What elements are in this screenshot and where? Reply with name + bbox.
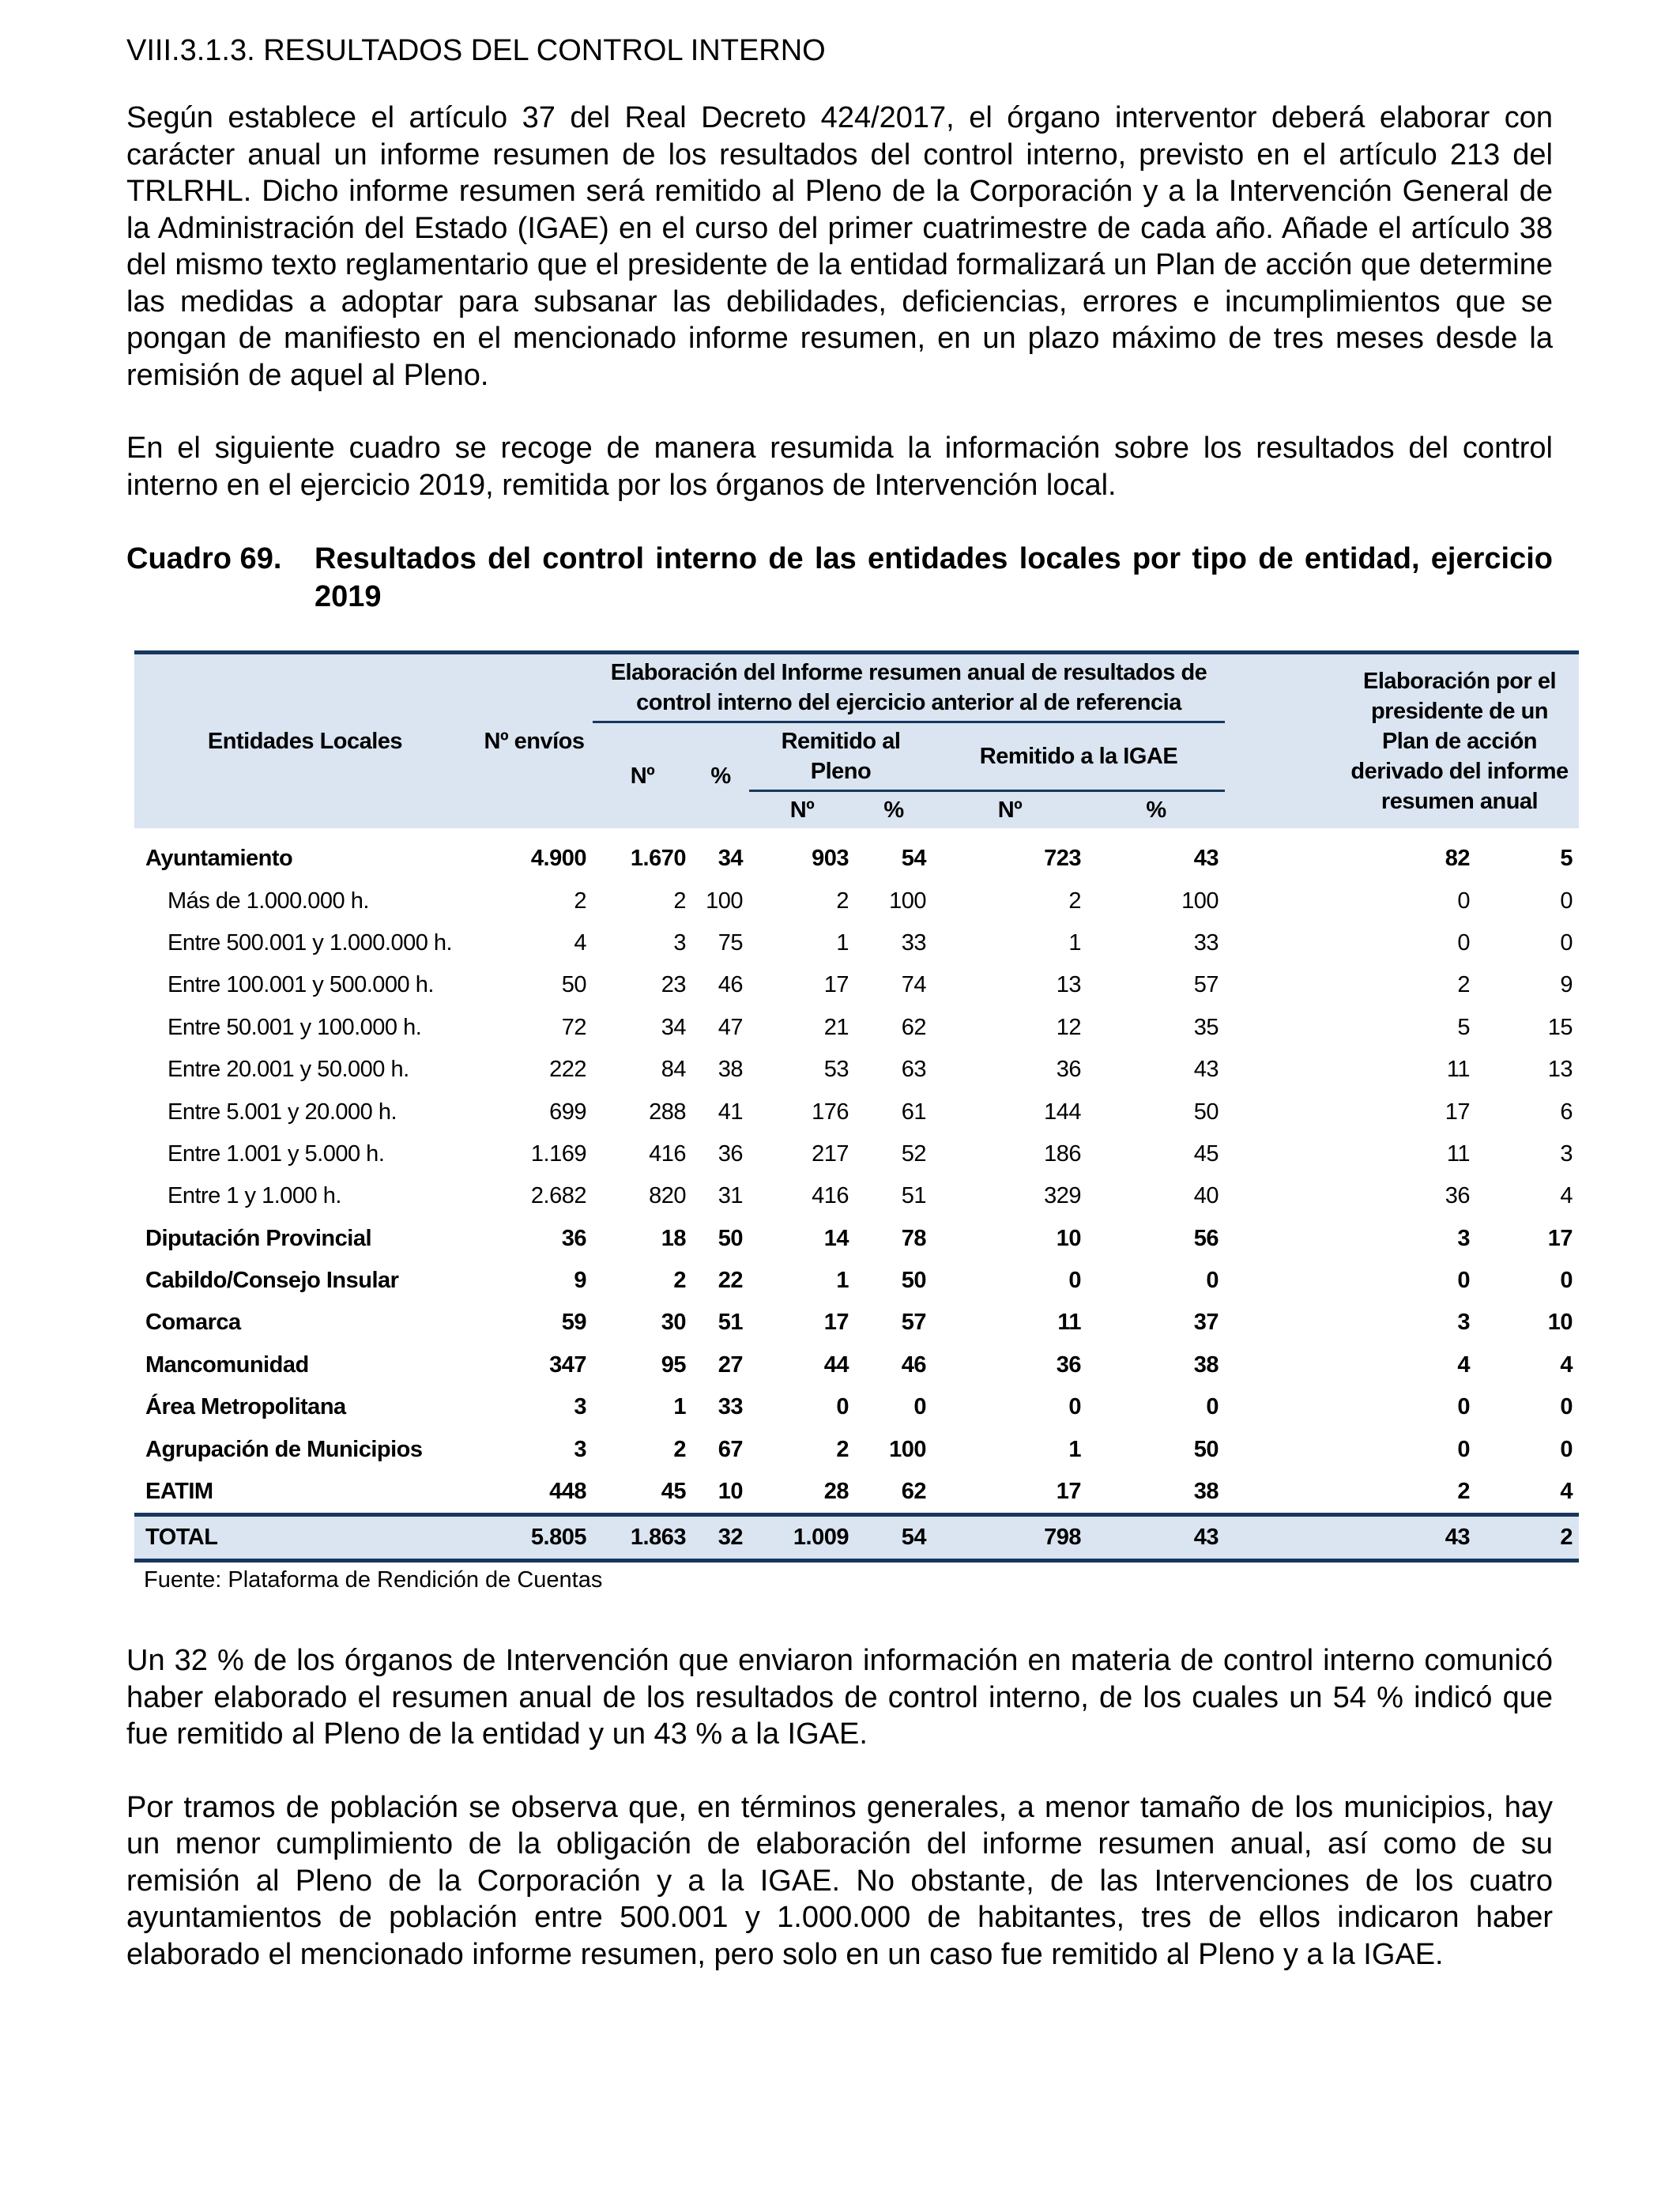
informe-pct-cell: 47 — [718, 1014, 743, 1040]
entity-name-cell: Mancomunidad — [145, 1351, 309, 1378]
envios-cell: 222 — [549, 1057, 586, 1083]
informe-pct-cell: 27 — [718, 1351, 743, 1378]
plan-pct-cell: 5 — [1560, 846, 1573, 872]
table-row — [134, 922, 1579, 964]
spacer-cell — [1225, 1515, 1340, 1561]
pleno-pct-cell: 50 — [901, 1268, 926, 1294]
spacer-cell — [1225, 1049, 1340, 1091]
envios-cell: 3 — [574, 1394, 586, 1420]
igae-pct-cell: 100 — [1181, 888, 1219, 914]
table-row — [134, 828, 1579, 880]
plan-pct-cell: 10 — [1547, 1310, 1573, 1336]
pleno-pct-cell: 100 — [889, 1436, 926, 1462]
envios-cell: 9 — [574, 1268, 586, 1294]
envios-cell: 4.900 — [530, 846, 586, 872]
envios-cell: 2.682 — [530, 1183, 586, 1209]
spacer-cell — [1225, 1302, 1340, 1344]
igae-num-cell: 12 — [1056, 1014, 1081, 1040]
spacer-cell — [1225, 964, 1340, 1006]
plan-num-cell: 11 — [1446, 1057, 1470, 1083]
plan-num-cell: 82 — [1445, 846, 1470, 872]
header-informe-num: Nº — [593, 722, 692, 829]
spacer-cell — [1225, 1428, 1340, 1470]
table-row — [134, 1302, 1579, 1344]
plan-pct-cell: 0 — [1560, 1394, 1573, 1420]
igae-pct-cell: 45 — [1193, 1140, 1219, 1167]
informe-num-cell: 3 — [673, 929, 686, 956]
igae-num-cell: 36 — [1056, 1351, 1081, 1378]
pleno-num-cell: 416 — [812, 1183, 849, 1209]
informe-pct-cell: 51 — [718, 1310, 743, 1336]
informe-num-cell: 820 — [649, 1183, 686, 1209]
spacer-cell — [1225, 1175, 1340, 1217]
header-igae: Remitido a la IGAE — [932, 722, 1225, 791]
informe-pct-cell: 41 — [718, 1099, 743, 1125]
table-source: Fuente: Plataforma de Rendición de Cuentas — [144, 1567, 603, 1593]
table-row — [134, 1260, 1579, 1302]
informe-pct-cell: 50 — [718, 1225, 743, 1251]
plan-pct-cell: 0 — [1560, 1268, 1573, 1294]
envios-cell: 4 — [574, 929, 586, 956]
table-row — [134, 1344, 1579, 1386]
entity-name-cell: Entre 20.001 y 50.000 h. — [168, 1057, 409, 1083]
table-row — [134, 1091, 1579, 1133]
table-caption — [126, 540, 1553, 616]
pleno-num-cell: 17 — [823, 1310, 849, 1336]
document-page — [126, 32, 1573, 2009]
pleno-num-cell: 2 — [836, 1436, 849, 1462]
plan-num-cell: 3 — [1457, 1225, 1470, 1251]
table-row — [134, 1218, 1579, 1260]
pleno-num-cell: 44 — [823, 1351, 849, 1378]
pleno-pct-cell: 62 — [901, 1014, 926, 1040]
igae-num-cell: 10 — [1056, 1225, 1081, 1251]
informe-num-cell: 416 — [649, 1140, 686, 1167]
pleno-pct-cell: 51 — [901, 1183, 926, 1209]
pleno-pct-cell: 46 — [901, 1351, 926, 1378]
pleno-pct-cell: 33 — [901, 929, 926, 956]
intro-paragraph-2: En el siguiente cuadro se recoge de manera resumida la información sobre los resultados del control interno en el ejercicio 2019, remitida por los órganos de Intervención local. — [126, 432, 1553, 502]
entity-name-cell: Entre 50.001 y 100.000 h. — [168, 1014, 422, 1040]
pleno-pct-cell: 78 — [901, 1225, 926, 1251]
entity-name-cell: Comarca — [145, 1310, 241, 1336]
igae-num-cell: 798 — [932, 1515, 1087, 1561]
table-row — [134, 1428, 1579, 1470]
plan-pct-cell: 13 — [1547, 1057, 1573, 1083]
plan-num-cell: 0 — [1457, 1268, 1470, 1294]
entity-name-cell: Entre 500.001 y 1.000.000 h. — [168, 929, 453, 956]
igae-pct-cell: 50 — [1193, 1099, 1219, 1125]
plan-pct-cell: 0 — [1560, 1436, 1573, 1462]
informe-num-cell: 1.670 — [630, 846, 686, 872]
entity-name-cell: Más de 1.000.000 h. — [168, 888, 369, 914]
envios-cell: 347 — [549, 1351, 586, 1378]
plan-num-cell: 5 — [1457, 1014, 1470, 1040]
plan-num-cell: 36 — [1445, 1183, 1470, 1209]
table-row — [134, 1471, 1579, 1515]
spacer-cell — [1225, 922, 1340, 964]
igae-num-cell: 0 — [1068, 1268, 1081, 1294]
plan-pct-cell: 9 — [1560, 972, 1573, 998]
pleno-num-cell: 14 — [823, 1225, 849, 1251]
igae-num-cell: 13 — [1056, 972, 1081, 998]
header-pleno-pct: % — [855, 791, 932, 829]
entity-name-cell: EATIM — [145, 1479, 213, 1505]
igae-pct-cell: 0 — [1206, 1268, 1219, 1294]
informe-pct-cell: 22 — [718, 1268, 743, 1294]
pleno-pct-cell: 61 — [901, 1099, 926, 1125]
plan-pct-cell: 3 — [1560, 1140, 1573, 1167]
informe-num-cell: 288 — [649, 1099, 686, 1125]
pleno-pct-cell: 54 — [901, 846, 926, 872]
entity-name-cell: Área Metropolitana — [145, 1394, 346, 1420]
informe-num-cell: 45 — [661, 1479, 686, 1505]
spacer-cell — [1225, 1471, 1340, 1515]
igae-pct-cell: 0 — [1206, 1394, 1219, 1420]
entity-name-cell: TOTAL — [134, 1515, 476, 1561]
igae-num-cell: 1 — [1068, 1436, 1081, 1462]
informe-num-cell: 84 — [661, 1057, 686, 1083]
igae-num-cell: 144 — [1044, 1099, 1081, 1125]
igae-num-cell: 329 — [1044, 1183, 1081, 1209]
plan-pct-cell: 4 — [1560, 1351, 1573, 1378]
entity-name-cell: Entre 1 y 1.000 h. — [168, 1183, 341, 1209]
table-body — [134, 828, 1579, 1561]
igae-pct-cell: 40 — [1193, 1183, 1219, 1209]
informe-num-cell: 1.863 — [593, 1515, 692, 1561]
entity-name-cell: Diputación Provincial — [145, 1225, 371, 1251]
header-pleno: Remitido al Pleno — [749, 722, 932, 791]
pleno-num-cell: 1 — [836, 929, 849, 956]
pleno-num-cell: 217 — [812, 1140, 849, 1167]
igae-num-cell: 2 — [1068, 888, 1081, 914]
informe-pct-cell: 46 — [718, 972, 743, 998]
entity-name-cell: Agrupación de Municipios — [145, 1436, 423, 1462]
pleno-pct-cell: 54 — [855, 1515, 932, 1561]
igae-num-cell: 36 — [1056, 1057, 1081, 1083]
informe-pct-cell: 100 — [706, 888, 743, 914]
plan-pct-cell: 15 — [1547, 1014, 1573, 1040]
igae-num-cell: 723 — [1044, 846, 1081, 872]
header-igae-num: Nº — [932, 791, 1087, 829]
pleno-num-cell: 176 — [812, 1099, 849, 1125]
informe-num-cell: 30 — [661, 1310, 686, 1336]
plan-pct-cell: 4 — [1560, 1479, 1573, 1505]
informe-num-cell: 95 — [661, 1351, 686, 1378]
plan-pct-cell: 0 — [1560, 929, 1573, 956]
informe-num-cell: 2 — [673, 888, 686, 914]
header-informe-group: Elaboración del Informe resumen anual de resultados de control interno del ejercicio anterior al de referencia — [593, 653, 1225, 722]
spacer-cell — [1225, 1007, 1340, 1049]
informe-pct-cell: 75 — [718, 929, 743, 956]
closing-paragraph-2: Por tramos de población se observa que, en términos generales, a menor tamaño de los municipios, hay un menor cumplimiento de la obligación de elaboración del informe resumen anual, así como de su remisión al Pleno de la Corporación y a la IGAE. No obstante, de las Intervenciones de los cuatro ayuntamientos de población entre 500.001 y 1.000.000 de habitantes, tres de ellos indicaron haber elaborado el mencionado informe resumen, pero solo en un caso fue remitido al Pleno y a la IGAE. — [126, 1790, 1553, 1971]
spacer-cell — [1225, 1133, 1340, 1175]
pleno-num-cell: 28 — [823, 1479, 849, 1505]
header-informe-pct: % — [692, 722, 749, 829]
informe-pct-cell: 34 — [718, 846, 743, 872]
spacer-cell — [1225, 828, 1340, 880]
igae-pct-cell: 33 — [1193, 929, 1219, 956]
header-entities: Entidades Locales — [134, 653, 476, 829]
envios-cell: 3 — [574, 1436, 586, 1462]
igae-pct-cell: 43 — [1193, 1057, 1219, 1083]
plan-pct-cell: 0 — [1560, 888, 1573, 914]
informe-pct-cell: 36 — [718, 1140, 743, 1167]
informe-pct-cell: 33 — [718, 1394, 743, 1420]
envios-cell: 2 — [574, 888, 586, 914]
table-caption-text: Resultados del control interno de las entidades locales por tipo de entidad, ejercicio 2019 — [315, 542, 1553, 613]
envios-cell: 699 — [549, 1099, 586, 1125]
spacer-cell — [1225, 1386, 1340, 1428]
section-title: VIII.3.1.3. RESULTADOS DEL CONTROL INTERNO — [126, 34, 826, 67]
igae-num-cell: 0 — [1068, 1394, 1081, 1420]
pleno-pct-cell: 0 — [913, 1394, 926, 1420]
pleno-num-cell: 0 — [836, 1394, 849, 1420]
informe-pct-cell: 31 — [718, 1183, 743, 1209]
igae-pct-cell: 56 — [1193, 1225, 1219, 1251]
spacer-cell — [1225, 1218, 1340, 1260]
igae-pct-cell: 43 — [1193, 846, 1219, 872]
table-row — [134, 1133, 1579, 1175]
pleno-pct-cell: 100 — [889, 888, 926, 914]
igae-pct-cell: 43 — [1087, 1515, 1225, 1561]
informe-num-cell: 34 — [661, 1014, 686, 1040]
header-plan: Elaboración por el presidente de un Plan de acción derivado del informe resumen anual — [1340, 653, 1579, 829]
pleno-num-cell: 903 — [812, 846, 849, 872]
envios-cell: 36 — [561, 1225, 586, 1251]
envios-cell: 72 — [561, 1014, 586, 1040]
entity-name-cell: Entre 5.001 y 20.000 h. — [168, 1099, 397, 1125]
envios-cell: 59 — [561, 1310, 586, 1336]
envios-cell: 1.169 — [530, 1140, 586, 1167]
pleno-pct-cell: 57 — [901, 1310, 926, 1336]
header-igae-pct: % — [1087, 791, 1225, 829]
informe-pct-cell: 32 — [692, 1515, 749, 1561]
igae-num-cell: 11 — [1057, 1310, 1081, 1336]
pleno-num-cell: 2 — [836, 888, 849, 914]
informe-pct-cell: 10 — [718, 1479, 743, 1505]
table-row — [134, 964, 1579, 1006]
plan-num-cell: 3 — [1457, 1310, 1470, 1336]
pleno-num-cell: 1.009 — [749, 1515, 855, 1561]
igae-pct-cell: 37 — [1193, 1310, 1219, 1336]
spacer-cell — [1225, 1260, 1340, 1302]
header-envios: Nº envíos — [476, 653, 593, 829]
table-row — [134, 880, 1579, 922]
plan-num-cell: 43 — [1340, 1515, 1476, 1561]
envios-cell: 5.805 — [476, 1515, 593, 1561]
plan-num-cell: 4 — [1457, 1351, 1470, 1378]
igae-num-cell: 17 — [1056, 1479, 1081, 1505]
plan-pct-cell: 17 — [1547, 1225, 1573, 1251]
informe-num-cell: 2 — [673, 1268, 686, 1294]
igae-pct-cell: 38 — [1193, 1479, 1219, 1505]
pleno-pct-cell: 62 — [901, 1479, 926, 1505]
entity-name-cell: Entre 100.001 y 500.000 h. — [168, 972, 434, 998]
entity-name-cell: Cabildo/Consejo Insular — [145, 1268, 399, 1294]
informe-num-cell: 18 — [661, 1225, 686, 1251]
informe-pct-cell: 67 — [718, 1436, 743, 1462]
plan-pct-cell: 6 — [1560, 1099, 1573, 1125]
plan-num-cell: 17 — [1445, 1099, 1470, 1125]
intro-paragraph-1: Según establece el artículo 37 del Real Decreto 424/2017, el órgano interventor deberá elaborar con carácter anual un informe resumen de los resultados del control interno, previsto en el artículo 213 del TRLRHL. Dicho informe resumen será remitido al Pleno de la Corporación y a la Intervención General de la Administración del Estado (IGAE) en el curso del primer cuatrimestre de cada año. Añade el artículo 38 del mismo texto reglamentario que el presidente de la entidad formalizará un Plan de acción que determine las medidas a adoptar para subsanar las debilidades, deficiencias, errores e incumplimientos que se pongan de manifiesto en el mencionado informe resumen, en un plazo máximo de tres meses desde la remisión de aquel al Pleno. — [126, 101, 1553, 392]
plan-num-cell: 0 — [1457, 1394, 1470, 1420]
table-row — [134, 1386, 1579, 1428]
table-caption-number: Cuadro 69. — [126, 542, 282, 575]
results-table — [134, 650, 1579, 1563]
entity-name-cell: Ayuntamiento — [145, 846, 293, 872]
informe-num-cell: 1 — [673, 1394, 686, 1420]
igae-num-cell: 186 — [1044, 1140, 1081, 1167]
pleno-num-cell: 21 — [823, 1014, 849, 1040]
pleno-pct-cell: 74 — [901, 972, 926, 998]
igae-pct-cell: 38 — [1193, 1351, 1219, 1378]
informe-pct-cell: 38 — [718, 1057, 743, 1083]
plan-num-cell: 11 — [1446, 1140, 1470, 1167]
envios-cell: 50 — [561, 972, 586, 998]
informe-num-cell: 2 — [673, 1436, 686, 1462]
igae-pct-cell: 50 — [1193, 1436, 1219, 1462]
spacer-cell — [1225, 1344, 1340, 1386]
plan-num-cell: 2 — [1457, 972, 1470, 998]
envios-cell: 448 — [549, 1479, 586, 1505]
pleno-num-cell: 17 — [823, 972, 849, 998]
entity-name-cell: Entre 1.001 y 5.000 h. — [168, 1140, 385, 1167]
plan-num-cell: 2 — [1457, 1479, 1470, 1505]
closing-paragraph-1: Un 32 % de los órganos de Intervención que enviaron información en materia de control interno comunicó haber elaborado el resumen anual de los resultados de control interno, de los cuales un 54 % indicó que fue remitido al Pleno de la entidad y un 43 % a la IGAE. — [126, 1644, 1553, 1751]
spacer-cell — [1225, 1091, 1340, 1133]
pleno-pct-cell: 52 — [901, 1140, 926, 1167]
igae-pct-cell: 35 — [1193, 1014, 1219, 1040]
spacer-cell — [1225, 880, 1340, 922]
plan-pct-cell: 2 — [1476, 1515, 1579, 1561]
pleno-num-cell: 53 — [823, 1057, 849, 1083]
header-pleno-num: Nº — [749, 791, 855, 829]
plan-pct-cell: 4 — [1560, 1183, 1573, 1209]
table-row — [134, 1049, 1579, 1091]
igae-num-cell: 1 — [1068, 929, 1081, 956]
igae-pct-cell: 57 — [1193, 972, 1219, 998]
total-row — [134, 1515, 1579, 1561]
table-row — [134, 1007, 1579, 1049]
table-row — [134, 1175, 1579, 1217]
pleno-num-cell: 1 — [836, 1268, 849, 1294]
informe-num-cell: 23 — [661, 972, 686, 998]
plan-num-cell: 0 — [1457, 929, 1470, 956]
plan-num-cell: 0 — [1457, 1436, 1470, 1462]
pleno-pct-cell: 63 — [901, 1057, 926, 1083]
plan-num-cell: 0 — [1457, 888, 1470, 914]
